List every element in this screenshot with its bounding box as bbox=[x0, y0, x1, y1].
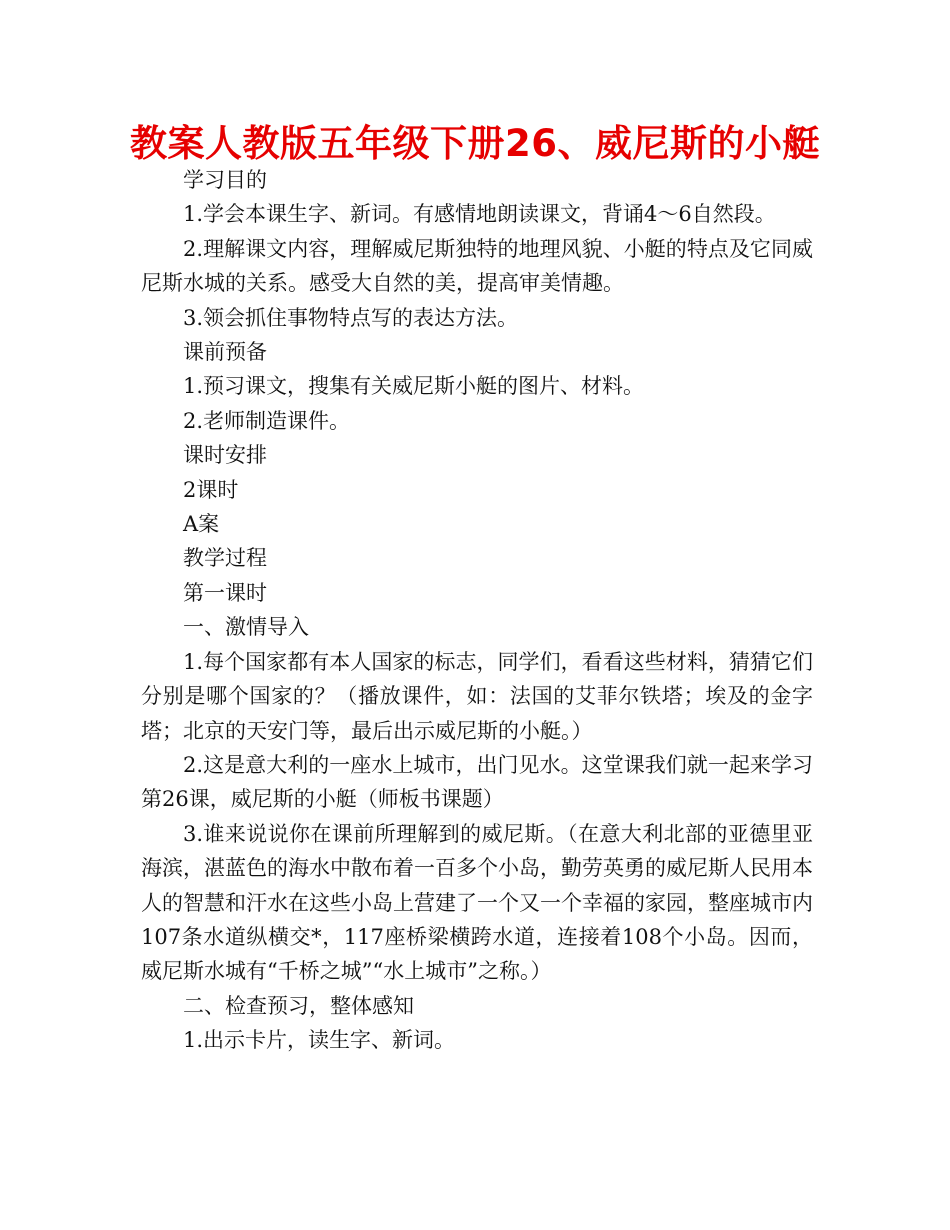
paragraph: 1.学会本课生字、新词。有感情地朗读课文，背诵4～6自然段。 bbox=[183, 202, 776, 227]
paragraph: 3.领会抓住事物特点写的表达方法。 bbox=[183, 305, 519, 330]
section-heading-first-lesson: 第一课时 bbox=[183, 580, 267, 605]
paragraph: 1.每个国家都有本人国家的标志，同学们，看看这些材料，猜猜它们分别是哪个国家的？（播放课件，如：法国的艾菲尔铁塔；埃及的金字塔；北京的天安门等，最后出示威尼斯的小艇。） bbox=[141, 649, 813, 743]
section-heading-schedule: 课时安排 bbox=[183, 443, 267, 468]
paragraph: 2.这是意大利的一座水上城市，出门见水。这堂课我们就一起来学习第26课，威尼斯的小艇（师板书课题） bbox=[141, 752, 813, 812]
paragraph: 3.谁来说说你在课前所理解到的威尼斯。（在意大利北部的亚德里亚海滨，湛蓝色的海水中散布着一百多个小岛，勤劳英勇的威尼斯人民用本人的智慧和汗水在这些小岛上营建了一个又一个幸福的家园，整座城市内107条水道纵横交*，117座桥梁横跨水道，连接着108个小岛。因而，威尼斯水城有“千桥之城”“水上城市”之称。） bbox=[141, 821, 813, 984]
document-title: 教案人教版五年级下册26、威尼斯的小艇 bbox=[130, 122, 820, 165]
paragraph: 2.老师制造课件。 bbox=[183, 408, 351, 433]
section-heading-preparation: 课前预备 bbox=[183, 340, 267, 365]
section-heading-objectives: 学习目的 bbox=[183, 168, 267, 192]
section-heading-intro: 一、激情导入 bbox=[183, 615, 309, 640]
paragraph: 2.理解课文内容，理解威尼斯独特的地理风貌、小艇的特点及它同威尼斯水城的关系。感受大自然的美，提高审美情趣。 bbox=[141, 236, 813, 296]
paragraph: 2课时 bbox=[183, 477, 239, 502]
section-heading-preview-check: 二、检查预习，整体感知 bbox=[183, 993, 414, 1018]
paragraph: A案 bbox=[183, 512, 220, 537]
document-body bbox=[141, 163, 813, 1058]
paragraph: 1.出示卡片，读生字、新词。 bbox=[183, 1028, 456, 1053]
paragraph: 1.预习课文，搜集有关威尼斯小艇的图片、材料。 bbox=[183, 374, 645, 399]
section-heading-process: 教学过程 bbox=[183, 546, 267, 571]
